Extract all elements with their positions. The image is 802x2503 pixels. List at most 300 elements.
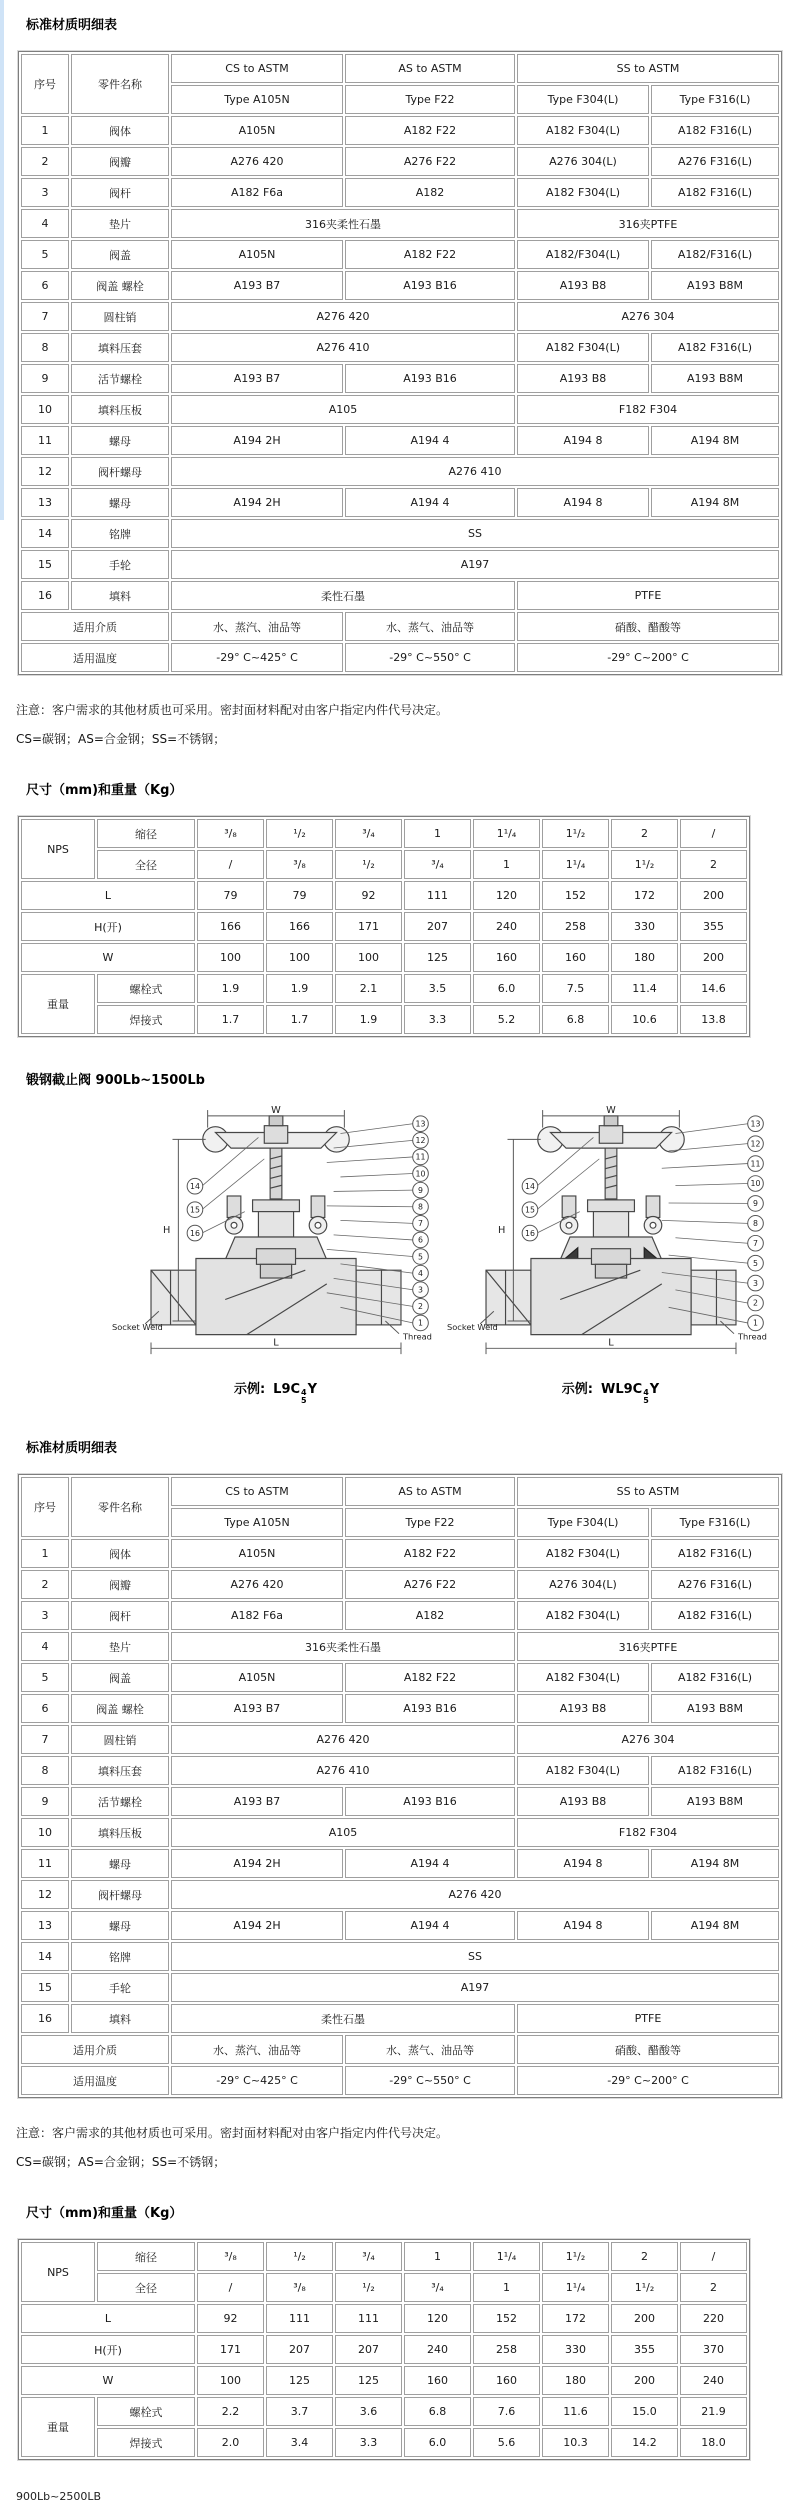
valve-diagrams — [108, 1102, 802, 1405]
material-cell: A194 8M — [651, 488, 779, 517]
size-cell: / — [680, 2242, 747, 2271]
callout-label-7: 7 — [753, 1239, 758, 1248]
material-cell: A105N — [171, 1663, 343, 1692]
material-cell: A194 4 — [345, 1911, 515, 1940]
material-row — [21, 147, 779, 176]
row-no-cell: 16 — [21, 2004, 69, 2033]
header-type-cell: Type F22 — [345, 1508, 515, 1537]
material-cell: A194 8 — [517, 488, 649, 517]
size-cell: / — [197, 850, 264, 879]
valve-drawing — [110, 1102, 442, 1372]
weight-value-cell: 2.0 — [197, 2428, 264, 2457]
header-group-cell: SS to ASTM — [517, 54, 779, 83]
callout-label-2: 2 — [418, 1302, 423, 1311]
part-name-cell: 活节螺栓 — [71, 364, 169, 393]
row-no-cell: 5 — [21, 1663, 69, 1692]
dim-label-h: H — [497, 1225, 504, 1236]
dim-value-cell: 258 — [542, 912, 609, 941]
weight-row — [21, 2397, 747, 2426]
material-row — [21, 178, 779, 207]
material-cell: A194 2H — [171, 488, 343, 517]
full-label-cell: 全径 — [97, 850, 195, 879]
header-type-cell: Type F316(L) — [651, 85, 779, 114]
material-cell: A194 8 — [517, 1911, 649, 1940]
material-cell: A193 B16 — [345, 1694, 515, 1723]
header-group-cell: SS to ASTM — [517, 1477, 779, 1506]
weight-value-cell: 6.8 — [404, 2397, 471, 2426]
part-name-cell: 手轮 — [71, 550, 169, 579]
material-cell: A194 2H — [171, 426, 343, 455]
valve-model-code: WL9C 4 5 Y — [601, 1382, 659, 1397]
dimension-row — [21, 2366, 747, 2395]
weight-value-cell: 3.5 — [404, 974, 471, 1003]
dim-value-cell: 79 — [266, 881, 333, 910]
dim-value-cell: 100 — [197, 2366, 264, 2395]
dim-value-cell: 160 — [404, 2366, 471, 2395]
header-type-cell: Type F304(L) — [517, 85, 649, 114]
footer-label-cell: 适用温度 — [21, 2066, 169, 2095]
material-row — [21, 1942, 779, 1971]
material-cell: 316夹柔性石墨 — [171, 209, 515, 238]
row-no-cell: 15 — [21, 1973, 69, 2002]
weight-value-cell: 3.7 — [266, 2397, 333, 2426]
row-no-cell: 11 — [21, 426, 69, 455]
material-cell: A182 F304(L) — [517, 178, 649, 207]
dimension-row — [21, 2335, 747, 2364]
section2-title: 标准材质明细表 — [26, 1437, 802, 1456]
weight-value-cell: 3.3 — [335, 2428, 402, 2457]
callout-label-5: 5 — [418, 1252, 423, 1261]
reduced-label-cell: 缩径 — [97, 819, 195, 848]
material-cell: A194 4 — [345, 426, 515, 455]
dim-value-cell: 207 — [335, 2335, 402, 2364]
material-cell: A276 304(L) — [517, 147, 649, 176]
weight-value-cell: 1.9 — [197, 974, 264, 1003]
header-col-part: 零件名称 — [71, 54, 169, 114]
part-name-cell: 阀盖 螺栓 — [71, 271, 169, 300]
material-cell: A276 420 — [171, 1570, 343, 1599]
note-abbrev-2: CS=碳钢；AS=合金钢；SS=不锈钢； — [16, 2153, 802, 2170]
size-cell: ³/₄ — [404, 2273, 471, 2302]
part-name-cell: 圆柱销 — [71, 1725, 169, 1754]
socket-weld-label: Socket Weld — [111, 1322, 162, 1332]
weight-value-cell: 11.6 — [542, 2397, 609, 2426]
callout-label-12: 12 — [415, 1136, 425, 1145]
callout-label-1: 1 — [753, 1319, 758, 1328]
weight-value-cell: 3.6 — [335, 2397, 402, 2426]
material-row — [21, 426, 779, 455]
row-no-cell: 9 — [21, 364, 69, 393]
size-cell: ¹/₂ — [266, 819, 333, 848]
part-name-cell: 垫片 — [71, 209, 169, 238]
size-cell: ³/₈ — [266, 2273, 333, 2302]
note-materials-1: 注意：客户需求的其他材质也可采用。密封面材料配对由客户指定内件代号决定。 — [16, 701, 802, 718]
material-cell: F182 F304 — [517, 1818, 779, 1847]
size-cell: 1 — [404, 819, 471, 848]
weight-value-cell: 7.6 — [473, 2397, 540, 2426]
material-cell: A193 B7 — [171, 364, 343, 393]
material-cell: A197 — [171, 550, 779, 579]
material-cell: A182 F6a — [171, 178, 343, 207]
reduced-label-cell: 缩径 — [97, 2242, 195, 2271]
material-cell: A182 F22 — [345, 1663, 515, 1692]
dimension-table-1 — [18, 816, 750, 1037]
size-cell: 1 — [404, 2242, 471, 2271]
size-cell: ¹/₂ — [266, 2242, 333, 2271]
callout-label-10: 10 — [415, 1169, 425, 1178]
material-cell: A182 F304(L) — [517, 1663, 649, 1692]
dim-value-cell: 92 — [197, 2304, 264, 2333]
material-cell: 水、蒸汽、油品等 — [171, 612, 343, 641]
material-row — [21, 209, 779, 238]
weight-value-cell: 2.1 — [335, 974, 402, 1003]
size-cell: 2 — [680, 2273, 747, 2302]
dim-value-cell: 125 — [335, 2366, 402, 2395]
header-type-cell: Type A105N — [171, 1508, 343, 1537]
material-cell: A276 420 — [171, 147, 343, 176]
part-name-cell: 阀盖 螺栓 — [71, 1694, 169, 1723]
weight-value-cell: 13.8 — [680, 1005, 747, 1034]
material-cell: A193 B8M — [651, 271, 779, 300]
dim-value-cell: 166 — [266, 912, 333, 941]
material-cell: PTFE — [517, 2004, 779, 2033]
material-cell: A105N — [171, 116, 343, 145]
weight-value-cell: 6.8 — [542, 1005, 609, 1034]
material-row — [21, 1880, 779, 1909]
valve-drawing — [445, 1102, 777, 1372]
row-no-cell: 4 — [21, 1632, 69, 1661]
part-name-cell: 阀盖 — [71, 1663, 169, 1692]
material-cell: A197 — [171, 1973, 779, 2002]
part-name-cell: 阀杆 — [71, 178, 169, 207]
callout-label-1: 1 — [418, 1319, 423, 1328]
material-cell: SS — [171, 519, 779, 548]
material-cell: A193 B16 — [345, 271, 515, 300]
weight-value-cell: 3.4 — [266, 2428, 333, 2457]
material-row — [21, 333, 779, 362]
dim-value-cell: 152 — [542, 881, 609, 910]
material-row — [21, 364, 779, 393]
nps-label-cell: NPS — [21, 2242, 95, 2302]
material-footer-row — [21, 643, 779, 672]
part-name-cell: 铭牌 — [71, 1942, 169, 1971]
material-header-row-1 — [21, 54, 779, 83]
callout-label-11: 11 — [415, 1153, 425, 1162]
material-row — [21, 1632, 779, 1661]
valve-caption-1 — [108, 1378, 443, 1405]
material-cell: 水、蒸气、油品等 — [345, 2035, 515, 2064]
material-cell: A276 F22 — [345, 1570, 515, 1599]
header-group-cell: CS to ASTM — [171, 1477, 343, 1506]
dim-value-cell: 100 — [266, 943, 333, 972]
material-cell: A276 F316(L) — [651, 147, 779, 176]
row-no-cell: 6 — [21, 1694, 69, 1723]
dim-title-2: 尺寸（mm)和重量（Kg） — [26, 2202, 802, 2221]
material-cell: A194 4 — [345, 1849, 515, 1878]
material-row — [21, 1787, 779, 1816]
weight-value-cell: 2.2 — [197, 2397, 264, 2426]
material-cell: A182/F304(L) — [517, 240, 649, 269]
material-cell: A182 — [345, 1601, 515, 1630]
material-cell: A194 8 — [517, 1849, 649, 1878]
header-type-cell: Type A105N — [171, 85, 343, 114]
weight-value-cell: 21.9 — [680, 2397, 747, 2426]
row-no-cell: 4 — [21, 209, 69, 238]
material-cell: A193 B7 — [171, 1787, 343, 1816]
size-cell: 1¹/₂ — [611, 2273, 678, 2302]
dim-value-cell: 111 — [335, 2304, 402, 2333]
dim-value-cell: 79 — [197, 881, 264, 910]
dim-value-cell: 172 — [542, 2304, 609, 2333]
weight-type-cell: 螺栓式 — [97, 974, 195, 1003]
material-cell: A193 B16 — [345, 364, 515, 393]
material-cell: A182 F22 — [345, 116, 515, 145]
weight-value-cell: 11.4 — [611, 974, 678, 1003]
dim-label-w: W — [606, 1105, 616, 1116]
row-no-cell: 14 — [21, 519, 69, 548]
size-cell: ³/₈ — [266, 850, 333, 879]
material-cell: A193 B8M — [651, 364, 779, 393]
dim-value-cell: 330 — [611, 912, 678, 941]
material-cell: 水、蒸气、油品等 — [345, 612, 515, 641]
dim-value-cell: 152 — [473, 2304, 540, 2333]
thread-label: Thread — [401, 1332, 431, 1342]
valve-model-code: L9C 4 5 Y — [273, 1382, 317, 1397]
material-cell: 柔性石墨 — [171, 2004, 515, 2033]
material-cell: 316夹柔性石墨 — [171, 1632, 515, 1661]
weight-value-cell: 1.9 — [335, 1005, 402, 1034]
size-cell: / — [197, 2273, 264, 2302]
dim-value-cell: 160 — [473, 943, 540, 972]
material-cell: A276 304(L) — [517, 1570, 649, 1599]
material-footer-row — [21, 612, 779, 641]
part-name-cell: 手轮 — [71, 1973, 169, 2002]
material-cell: A182 — [345, 178, 515, 207]
callout-label-9: 9 — [753, 1199, 758, 1208]
size-cell: 1 — [473, 850, 540, 879]
material-cell: -29° C~200° C — [517, 643, 779, 672]
dim-title-1: 尺寸（mm)和重量（Kg） — [26, 779, 802, 798]
row-no-cell: 6 — [21, 271, 69, 300]
callout-label-14: 14 — [524, 1182, 534, 1191]
part-name-cell: 阀体 — [71, 1539, 169, 1568]
size-cell: 2 — [611, 819, 678, 848]
material-cell: A276 F316(L) — [651, 1570, 779, 1599]
size-cell: 1¹/₄ — [473, 2242, 540, 2271]
dim-label-cell: W — [21, 943, 195, 972]
weight-value-cell: 7.5 — [542, 974, 609, 1003]
dimension-row — [21, 881, 747, 910]
header-col-part: 零件名称 — [71, 1477, 169, 1537]
weight-value-cell: 10.3 — [542, 2428, 609, 2457]
thread-label: Thread — [736, 1332, 766, 1342]
row-no-cell: 8 — [21, 1756, 69, 1785]
size-cell: ³/₄ — [335, 819, 402, 848]
material-cell: A193 B7 — [171, 1694, 343, 1723]
material-cell: A276 410 — [171, 457, 779, 486]
dim-value-cell: 207 — [404, 912, 471, 941]
note-abbrev-1: CS=碳钢；AS=合金钢；SS=不锈钢； — [16, 730, 802, 747]
material-cell: -29° C~200° C — [517, 2066, 779, 2095]
material-row — [21, 1911, 779, 1940]
nps-label-cell: NPS — [21, 819, 95, 879]
part-name-cell: 活节螺栓 — [71, 1787, 169, 1816]
header-group-cell: AS to ASTM — [345, 54, 515, 83]
material-cell: A182 F316(L) — [651, 178, 779, 207]
row-no-cell: 7 — [21, 302, 69, 331]
size-cell: ¹/₂ — [335, 850, 402, 879]
material-footer-row — [21, 2066, 779, 2095]
material-cell: 316夹PTFE — [517, 209, 779, 238]
material-cell: A194 2H — [171, 1849, 343, 1878]
dim-value-cell: 200 — [611, 2304, 678, 2333]
dimension-row — [21, 943, 747, 972]
dim-value-cell: 120 — [473, 881, 540, 910]
header-type-cell: Type F304(L) — [517, 1508, 649, 1537]
material-row — [21, 2004, 779, 2033]
size-cell: 1¹/₄ — [473, 819, 540, 848]
material-row — [21, 1973, 779, 2002]
material-row — [21, 581, 779, 610]
left-accent-bar — [0, 0, 4, 520]
footer-label-cell: 适用温度 — [21, 643, 169, 672]
row-no-cell: 7 — [21, 1725, 69, 1754]
dim-value-cell: 172 — [611, 881, 678, 910]
material-row — [21, 1601, 779, 1630]
material-footer-row — [21, 2035, 779, 2064]
material-row — [21, 1725, 779, 1754]
material-table-2 — [18, 1474, 782, 2098]
row-no-cell: 1 — [21, 1539, 69, 1568]
dim-value-cell: 160 — [473, 2366, 540, 2395]
row-no-cell: 10 — [21, 1818, 69, 1847]
callout-label-15: 15 — [189, 1205, 199, 1214]
callout-label-9: 9 — [418, 1186, 423, 1195]
material-cell: 硝酸、醋酸等 — [517, 2035, 779, 2064]
material-cell: A194 8M — [651, 1911, 779, 1940]
material-cell: A193 B8 — [517, 1694, 649, 1723]
material-cell: A182 F316(L) — [651, 1601, 779, 1630]
dim-value-cell: 200 — [680, 943, 747, 972]
size-cell: 1¹/₄ — [542, 2273, 609, 2302]
material-cell: 水、蒸汽、油品等 — [171, 2035, 343, 2064]
callout-label-8: 8 — [753, 1219, 758, 1228]
part-name-cell: 填料压套 — [71, 1756, 169, 1785]
weight-row — [21, 974, 747, 1003]
dim-label-l: L — [608, 1337, 614, 1348]
material-cell: A193 B8 — [517, 364, 649, 393]
row-no-cell: 13 — [21, 488, 69, 517]
material-cell: 硝酸、醋酸等 — [517, 612, 779, 641]
part-name-cell: 铭牌 — [71, 519, 169, 548]
dim-label-cell: W — [21, 2366, 195, 2395]
material-cell: -29° C~425° C — [171, 2066, 343, 2095]
header-col-no: 序号 — [21, 1477, 69, 1537]
dim-label-cell: L — [21, 881, 195, 910]
part-name-cell: 阀体 — [71, 116, 169, 145]
dim-value-cell: 100 — [335, 943, 402, 972]
material-cell: A276 F22 — [345, 147, 515, 176]
weight-value-cell: 15.0 — [611, 2397, 678, 2426]
part-name-cell: 填料压板 — [71, 1818, 169, 1847]
material-cell: A182 F316(L) — [651, 1756, 779, 1785]
nps-reduced-row — [21, 2242, 747, 2271]
row-no-cell: 1 — [21, 116, 69, 145]
material-cell: A105N — [171, 1539, 343, 1568]
weight-value-cell: 1.7 — [266, 1005, 333, 1034]
dim-value-cell: 100 — [197, 943, 264, 972]
row-no-cell: 14 — [21, 1942, 69, 1971]
material-cell: -29° C~550° C — [345, 643, 515, 672]
note-materials-2: 注意：客户需求的其他材质也可采用。密封面材料配对由客户指定内件代号决定。 — [16, 2124, 802, 2141]
weight-type-cell: 焊接式 — [97, 1005, 195, 1034]
material-cell: A182 F22 — [345, 240, 515, 269]
material-row — [21, 1756, 779, 1785]
dim-value-cell: 200 — [611, 2366, 678, 2395]
model-code-fraction: 4 5 — [643, 1389, 649, 1405]
dim-value-cell: 355 — [611, 2335, 678, 2364]
material-cell: A193 B8 — [517, 271, 649, 300]
material-row — [21, 1694, 779, 1723]
material-cell: A276 304 — [517, 1725, 779, 1754]
material-cell: A105 — [171, 1818, 515, 1847]
callout-label-7: 7 — [418, 1219, 423, 1228]
material-cell: A194 8 — [517, 426, 649, 455]
material-row — [21, 519, 779, 548]
weight-value-cell: 14.2 — [611, 2428, 678, 2457]
dim-label-h: H — [162, 1225, 169, 1236]
weight-value-cell: 6.0 — [404, 2428, 471, 2457]
part-name-cell: 螺母 — [71, 1911, 169, 1940]
material-cell: A182 F304(L) — [517, 116, 649, 145]
dim-value-cell: 240 — [473, 912, 540, 941]
material-cell: A182/F316(L) — [651, 240, 779, 269]
dim-value-cell: 171 — [335, 912, 402, 941]
dim-value-cell: 92 — [335, 881, 402, 910]
size-cell: ³/₈ — [197, 2242, 264, 2271]
part-name-cell: 填料压套 — [71, 333, 169, 362]
row-no-cell: 13 — [21, 1911, 69, 1940]
dim-value-cell: 111 — [266, 2304, 333, 2333]
size-cell: 1¹/₂ — [611, 850, 678, 879]
material-cell: A194 2H — [171, 1911, 343, 1940]
material-row — [21, 271, 779, 300]
material-table-1 — [18, 51, 782, 675]
material-header-row-1 — [21, 1477, 779, 1506]
material-cell: A105 — [171, 395, 515, 424]
row-no-cell: 16 — [21, 581, 69, 610]
callout-label-3: 3 — [418, 1285, 423, 1294]
material-row — [21, 1570, 779, 1599]
material-cell: A182 F304(L) — [517, 333, 649, 362]
model-code-fraction: 4 5 — [301, 1389, 307, 1405]
part-name-cell: 阀杆 — [71, 1601, 169, 1630]
dim-value-cell: 111 — [404, 881, 471, 910]
material-cell: A276 420 — [171, 1725, 515, 1754]
part-name-cell: 圆柱销 — [71, 302, 169, 331]
size-cell: ¹/₂ — [335, 2273, 402, 2302]
material-cell: A194 8M — [651, 426, 779, 455]
part-name-cell: 阀瓣 — [71, 147, 169, 176]
material-cell: A105N — [171, 240, 343, 269]
callout-label-14: 14 — [189, 1182, 199, 1191]
weight-value-cell: 6.0 — [473, 974, 540, 1003]
callout-label-10: 10 — [750, 1179, 760, 1188]
material-cell: A193 B7 — [171, 271, 343, 300]
full-label-cell: 全径 — [97, 2273, 195, 2302]
material-cell: A182 F316(L) — [651, 333, 779, 362]
dimension-table-2 — [18, 2239, 750, 2460]
